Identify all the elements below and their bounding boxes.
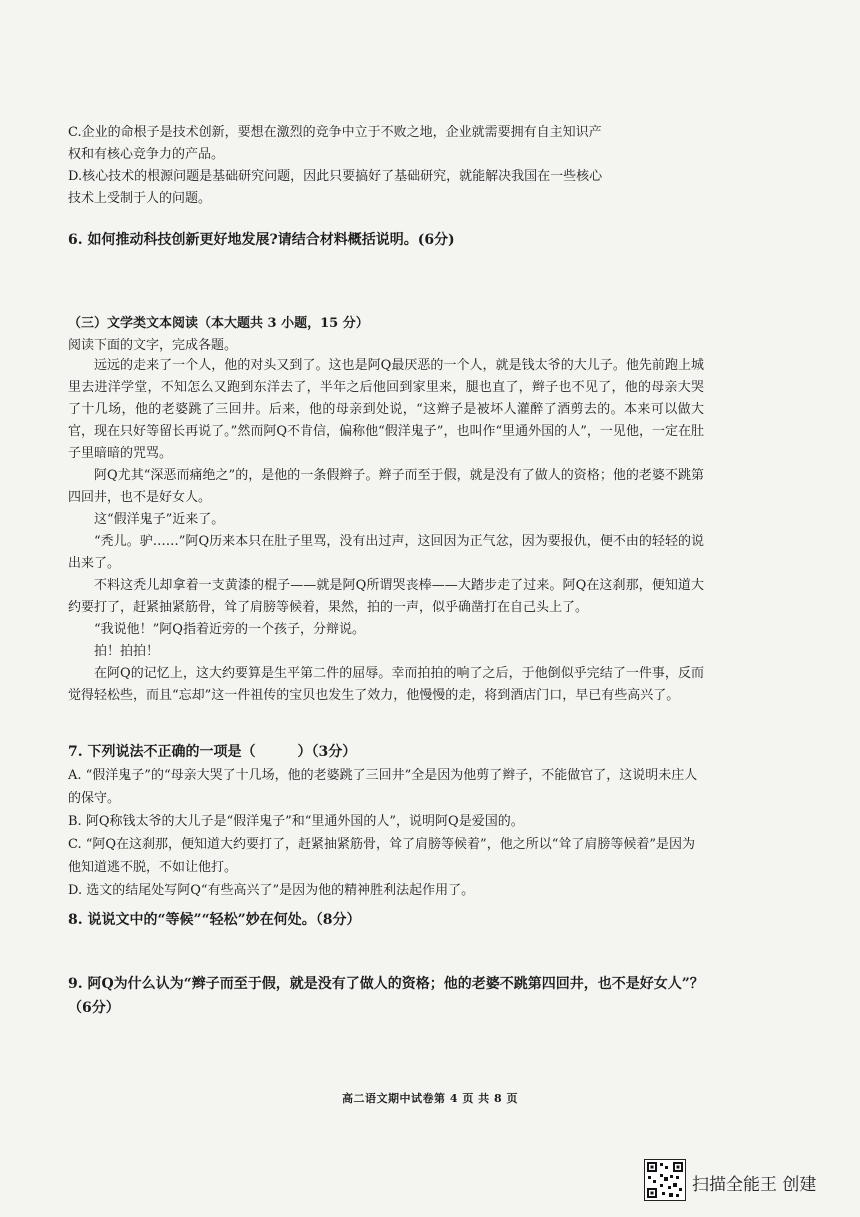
passage-paragraph: 阿Q尤其“深恶而痛绝之”的，是他的一条假辫子。辫子而至于假，就是没有了做人的资格；他的老婆不跳第四回井，也不是好女人。 [68,468,704,505]
section-3-heading [68,313,704,357]
reading-passage [68,355,704,707]
question-7 [68,740,704,902]
section-instruction: 阅读下面的文字，完成各题。 [68,338,238,353]
passage-paragraph: 在阿Q的记忆上，这大约要算是生平第二件的屈辱。幸而拍拍的响了之后，于他倒似乎完结了一件事，反而觉得轻松些，而且“忘却”这一件祖传的宝贝也发生了效力，他慢慢的走，将到酒店门口，早已有些高兴了。 [68,666,704,703]
question-7-option-d: D. 选文的结尾处写阿Q“有些高兴了”是因为他的精神胜利法起作用了。 [68,883,475,898]
passage-paragraph: “秃儿。驴……”阿Q历来本只在肚子里骂，没有出过声，这回因为正气忿，因为要报仇，便不由的轻轻的说出来了。 [68,534,704,571]
question-6-text: 6. 如何推动科技创新更好地发展?请结合材料概括说明。(6分) [68,232,455,248]
scanner-watermark [644,1158,816,1206]
question-9-text: 9. 阿Q为什么认为“辫子而至于假，就是没有了做人的资格；他的老婆不跳第四回井，也不是好女人”？（6分） [68,976,704,1016]
section-title: （三）文学类文本阅读（本大题共 3 小题，15 分） [68,316,369,331]
passage-paragraph: 不料这秃儿却拿着一支黄漆的棍子——就是阿Q所谓哭丧棒——大踏步走了过来。阿Q在这刹那，便知道大约要打了，赶紧抽紧筋骨，耸了肩膀等候着，果然，拍的一声，似乎确凿打在自己头上了。 [68,578,704,615]
question-7-option-a: A. “假洋鬼子”的“母亲大哭了十几场，他的老婆跳了三回井”全是因为他剪了辫子，不能做官了，这说明未庄人的保守。 [68,768,698,806]
scanner-app-label: 扫描全能王 创建 [692,1174,817,1195]
question-7-stem: 7. 下列说法不正确的一项是（ ）（3分） [68,744,357,760]
page-footer: 高二语文期中试卷第 4 页 共 8 页 [342,1092,518,1105]
passage-paragraph: 这“假洋鬼子”近来了。 [94,512,225,527]
passage-paragraph: 远远的走来了一个人，他的对头又到了。这也是阿Q最厌恶的一个人，就是钱太爷的大儿子。他先前跑上城里去进洋学堂，不知怎么又跑到东洋去了，半年之后他回到家里来，腿也直了，辫子也不见了，他的母亲大哭了十几场，他的老婆跳了三回井。后来，他的母亲到处说，“这辫子是被坏人灌醉了酒剪去的。本来可以做大官，现在只好等留长再说了。”然而阿Q不肯信，偏称他“假洋鬼子”，也叫作“里通外国的人”，一见他，一定在肚子里暗暗的咒骂。 [68,358,704,461]
option-c-line2: 权和有核心竞争力的产品。 [68,147,225,162]
question-6 [68,228,704,252]
question-7-option-b: B. 阿Q称钱太爷的大儿子是“假洋鬼子”和“里通外国的人”，说明阿Q是爱国的。 [68,814,524,829]
passage-paragraph: 拍！拍拍！ [94,644,160,659]
question-9 [68,972,704,1020]
question-8-text: 8. 说说文中的“等候”“轻松”妙在何处。（8分） [68,912,361,928]
previous-question-options [68,122,704,210]
option-d-line1: D.核心技术的根源问题是基础研究问题，因此只要搞好了基础研究，就能解决我国在一些核心 [68,169,603,184]
passage-paragraph: “我说他！”阿Q指着近旁的一个孩子，分辩说。 [94,622,365,637]
question-8 [68,908,704,932]
option-d-line2: 技术上受制于人的问题。 [68,191,212,206]
option-c-line1: C.企业的命根子是技术创新，要想在激烈的竞争中立于不败之地，企业就需要拥有自主知识产 [68,125,602,140]
question-7-option-c: C. “阿Q在这刹那，便知道大约要打了，赶紧抽紧筋骨，耸了肩膀等候着”，他之所以“耸了肩膀等候着”是因为他知道逃不脱，不如让他打。 [68,837,695,875]
qr-code-icon [644,1159,686,1205]
